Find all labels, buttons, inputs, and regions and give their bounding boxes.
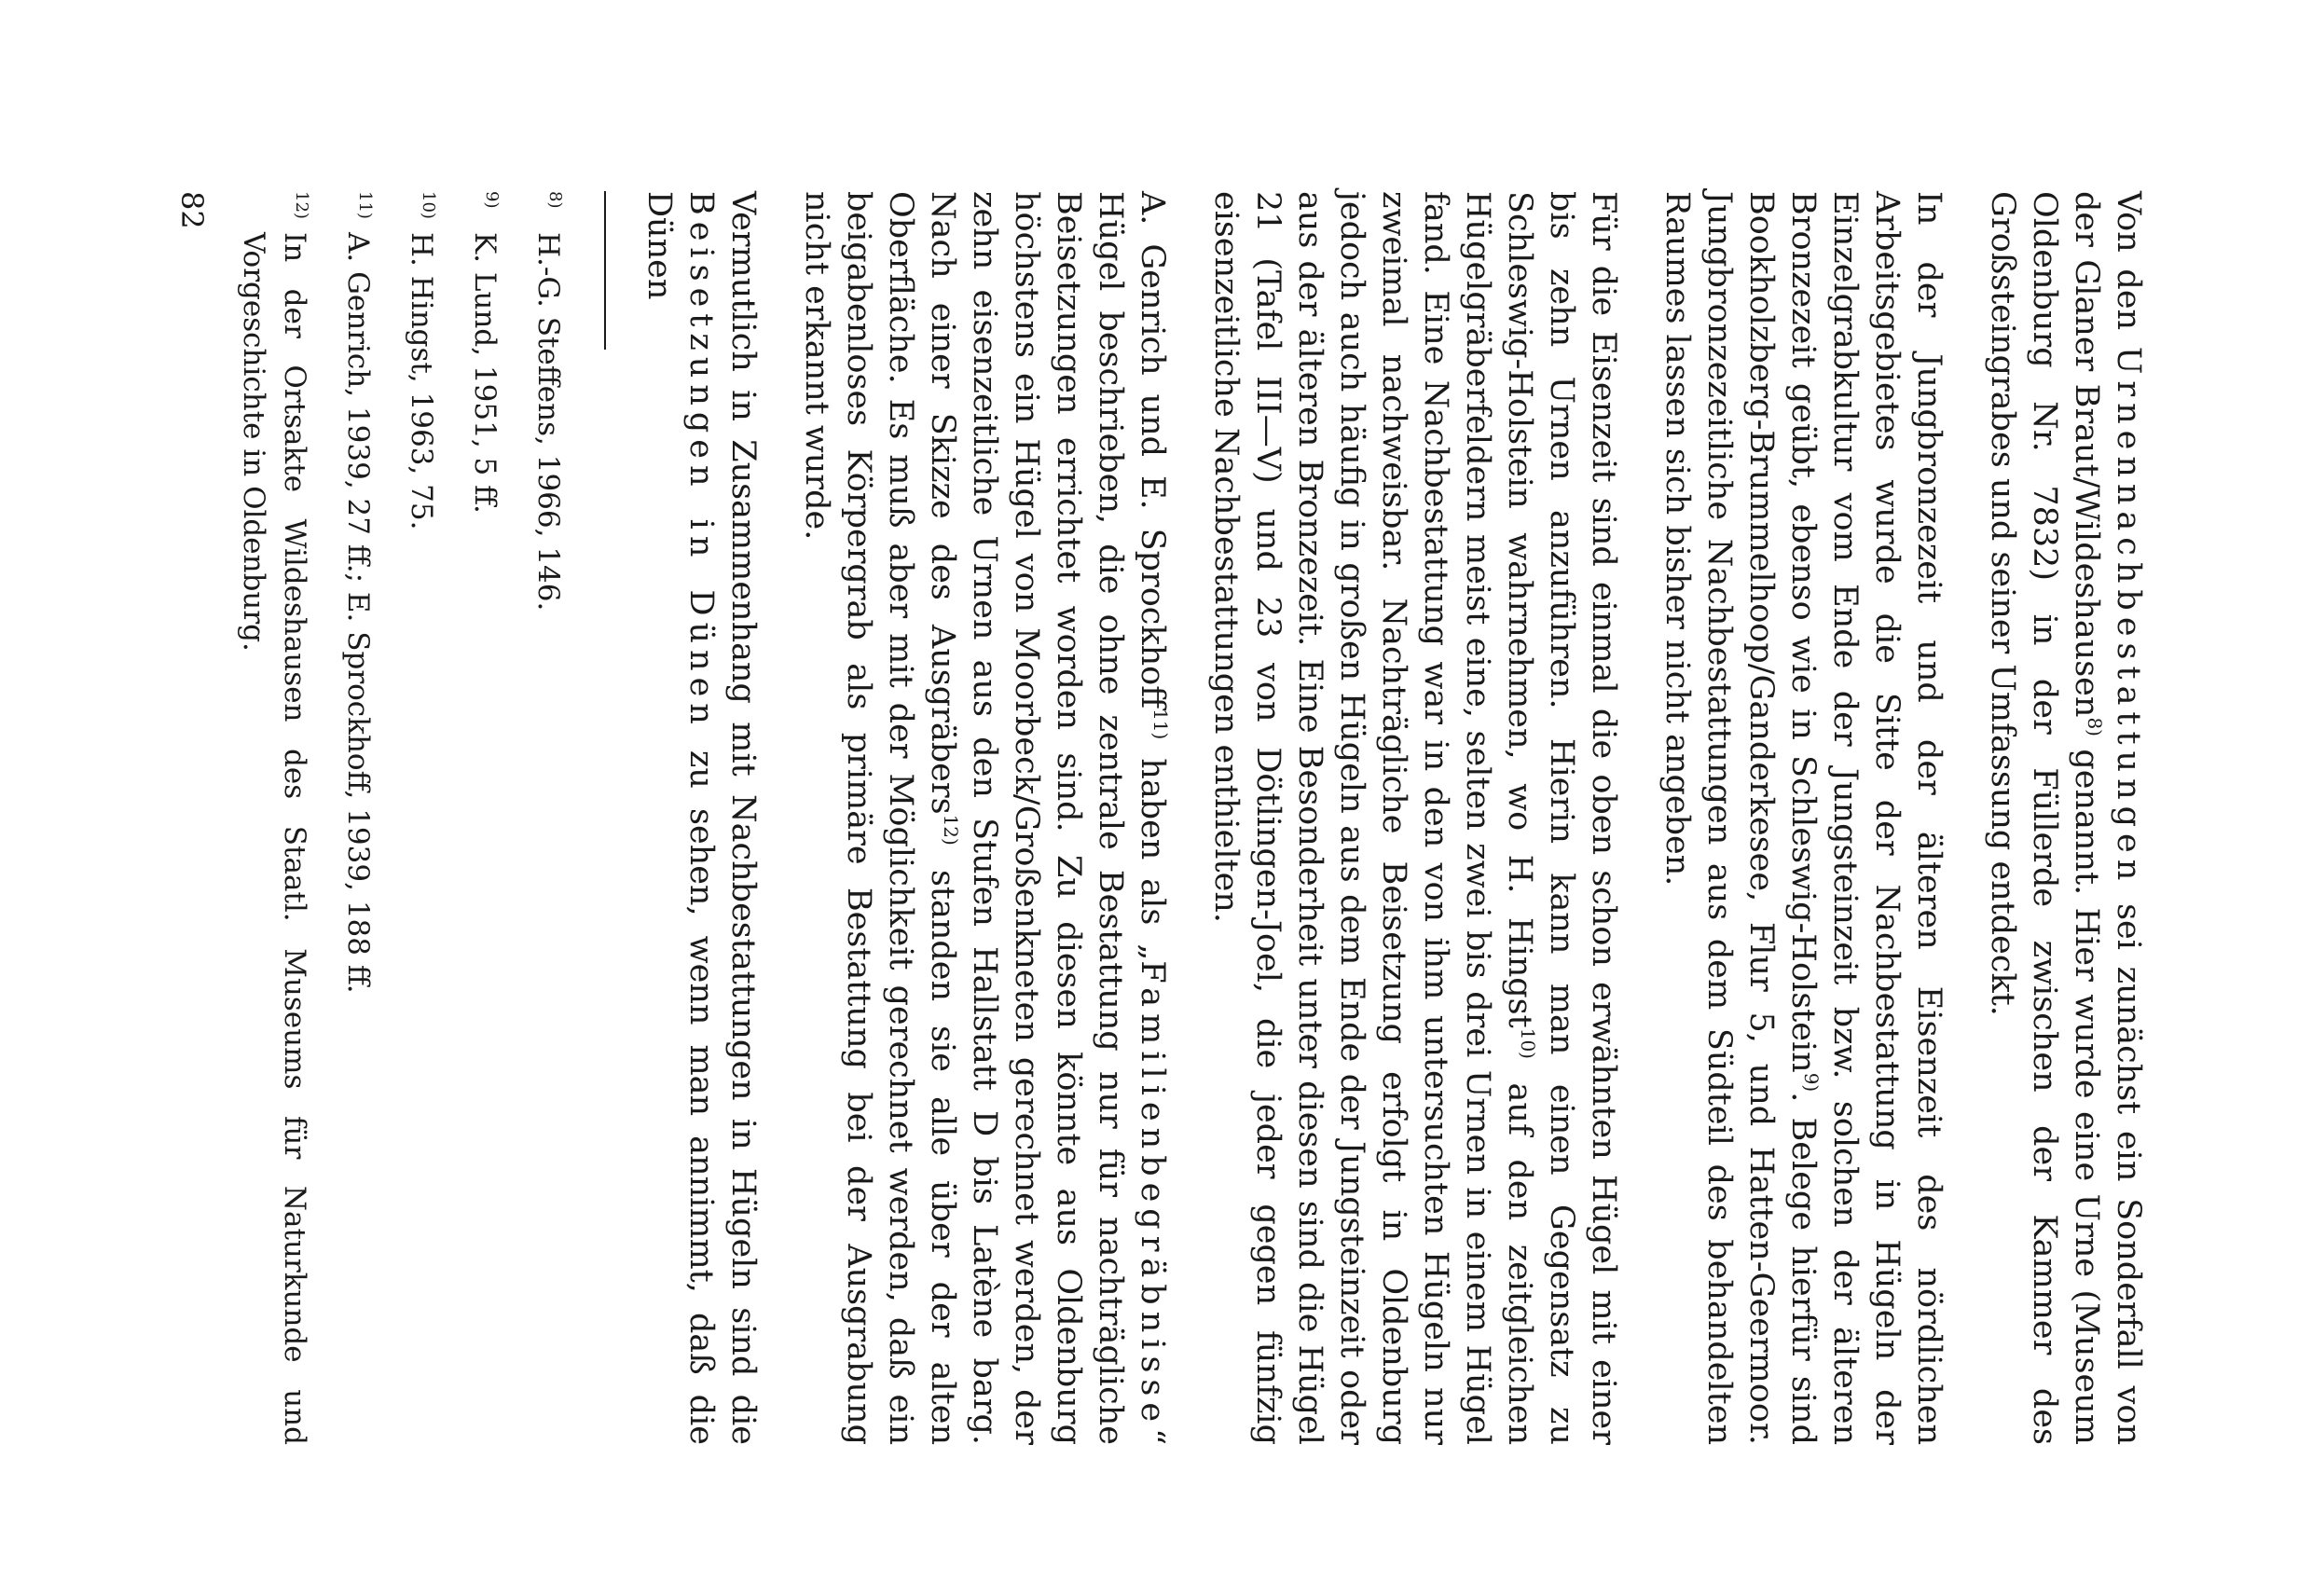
text-segment: haben als „ [1134, 739, 1171, 961]
footnote-text: K. Lund, 1951, 5 ff. [468, 232, 502, 514]
footnote-12: $^{12)}$In der Ortsakte Wildeshausen des Staatl. Museums für Naturkunde und Vorgeschichte in Oldenburg. [237, 191, 311, 1445]
spaced-emphasis-text: Urnennachbestattungen [2110, 346, 2147, 887]
footnote-8: $^{8)}$H.-G. Steffens, 1966, 146. [531, 191, 565, 612]
paragraph-1 [1981, 191, 2149, 1445]
footnote-text: H.-G. Steffens, 1966, 146. [531, 232, 565, 612]
footnote-reference: 10) [1517, 1027, 1539, 1059]
spaced-emphasis-text: Beisetzungen in Dünen [682, 191, 720, 731]
footnote-reference: 8) [2084, 717, 2106, 736]
text-segment: genannt. Hier wurde eine Urne (Museum Oldenburg Nr. 7832) in der Füllerde zwischen der Kammer des Großsteingrabes und seiner Umfassung entdeckt. [1984, 191, 2105, 1445]
text-segment: standen sie alle über der alten Oberfläche. Es muß aber mit der Möglichkeit gerechnet werden, daß ein beigabenloses Körpergrab als primäre Bestattung bei der Ausgrabung nicht erkannt wurde. [798, 191, 961, 1445]
text-segment: auf den zeitgleichen Hügelgräberfeldern meist eine, selten zwei bis drei Urnen in einem Hügel fand. Eine Nachbestattung war in den von ihm untersuchten Hügeln nur zweimal nachweisbar. Nachträgliche Beisetzung erfolgt in Oldenburg jedoch auch häufig in großen Hügeln aus dem Ende der Jungsteinzeit oder aus der älteren Bronzezeit. Eine Besonderheit unter diesen sind die Hügel 21 (Tafel III—V) und 23 von Dötlingen-Joel, die jeder gegen fünfzig eisenzeitliche Nachbestattungen enthielten. [1207, 191, 1538, 1446]
footnote-reference: 11) [1149, 709, 1172, 740]
text-segment: Von den [2110, 191, 2147, 347]
text-segment: A. Genrich und E. Sprockhoff [1134, 191, 1171, 709]
spaced-emphasis-text: Familienbegräbnisse [1134, 960, 1171, 1429]
footnote-text: A. Genrich, 1939, 27 ff.; E. Sprockhoff, 1939, 188 ff. [341, 232, 375, 994]
text-segment: . Belege hierfür sind Bookholzberg-Brummelhoop/Ganderkesee, Flur 5, und Hatten-Geermoor. Jungbronzezeitliche Nachbestattungen aus dem Südteil des behandelten Raumes lassen sich bisher nicht angeben. [1658, 191, 1822, 1446]
document-page [174, 191, 2149, 1446]
footnote-text: In der Ortsakte Wildeshausen des Staatl. Museums für Naturkunde und Vorgeschichte in Oldenburg. [237, 232, 311, 1445]
paragraph-5 [638, 191, 764, 1445]
footnote-text: H. Hingst, 1963, 75. [405, 232, 438, 530]
paragraph-4 [795, 191, 1173, 1445]
footnote-11: $^{11)}$A. Genrich, 1939, 27 ff.; E. Sprockhoff, 1939, 188 ff. [341, 191, 375, 994]
footnote-reference: 9) [1800, 1072, 1823, 1093]
footnote-reference: 12) [940, 814, 962, 846]
footnote-separator [604, 191, 606, 350]
text-segment: zu sehen, wenn man annimmt, daß die Dünen [640, 191, 720, 1445]
text-segment: Für die Eisenzeit sind einmal die oben schon erwähnten Hügel mit einer bis zehn Urnen anzuführen. Hierin kann man einen Gegensatz zu Schleswig-Holstein wahrnehmen, wo H. Hingst [1501, 191, 1622, 1445]
footnote-10: $^{10)}$H. Hingst, 1963, 75. [405, 191, 438, 530]
paragraph-3 [1204, 191, 1624, 1445]
text-segment: sei zunächst ein Sonderfall von der Glaner Braut/Wildeshausen [2068, 191, 2147, 1445]
text-segment: “ Hügel beschrieben, die ohne zentrale Bestattung nur für nachträgliche Beisetzungen errichtet worden sind. Zu diesen könnte aus Oldenburg höchstens ein Hügel von Moorbeck/Großenkneten gerechnet werden, der zehn eisenzeitliche Urnen aus den Stufen Hallstatt D bis Latène barg. Nach einer Skizze des Ausgräbers [924, 191, 1171, 1445]
footnotes [233, 191, 569, 1445]
body-text [638, 191, 2149, 1445]
footnote-9: $^{9)}$K. Lund, 1951, 5 ff. [468, 191, 502, 514]
text-segment: Vermutlich in Zusammenhang mit Nachbestattungen in Hügeln sind die [724, 191, 762, 1445]
page-number: 82 [174, 191, 210, 229]
text-segment: In der Jungbronzezeit und der älteren Eisenzeit des nördlichen Arbeitsgebietes wurde die Sitte der Nachbestattung in Hügeln der Einzelgrabkultur vom Ende der Jungsteinzeit bzw. solchen der älteren Bronzezeit geübt, ebenso wie in Schleswig-Holstein [1784, 191, 1947, 1445]
paragraph-2 [1656, 191, 1949, 1445]
